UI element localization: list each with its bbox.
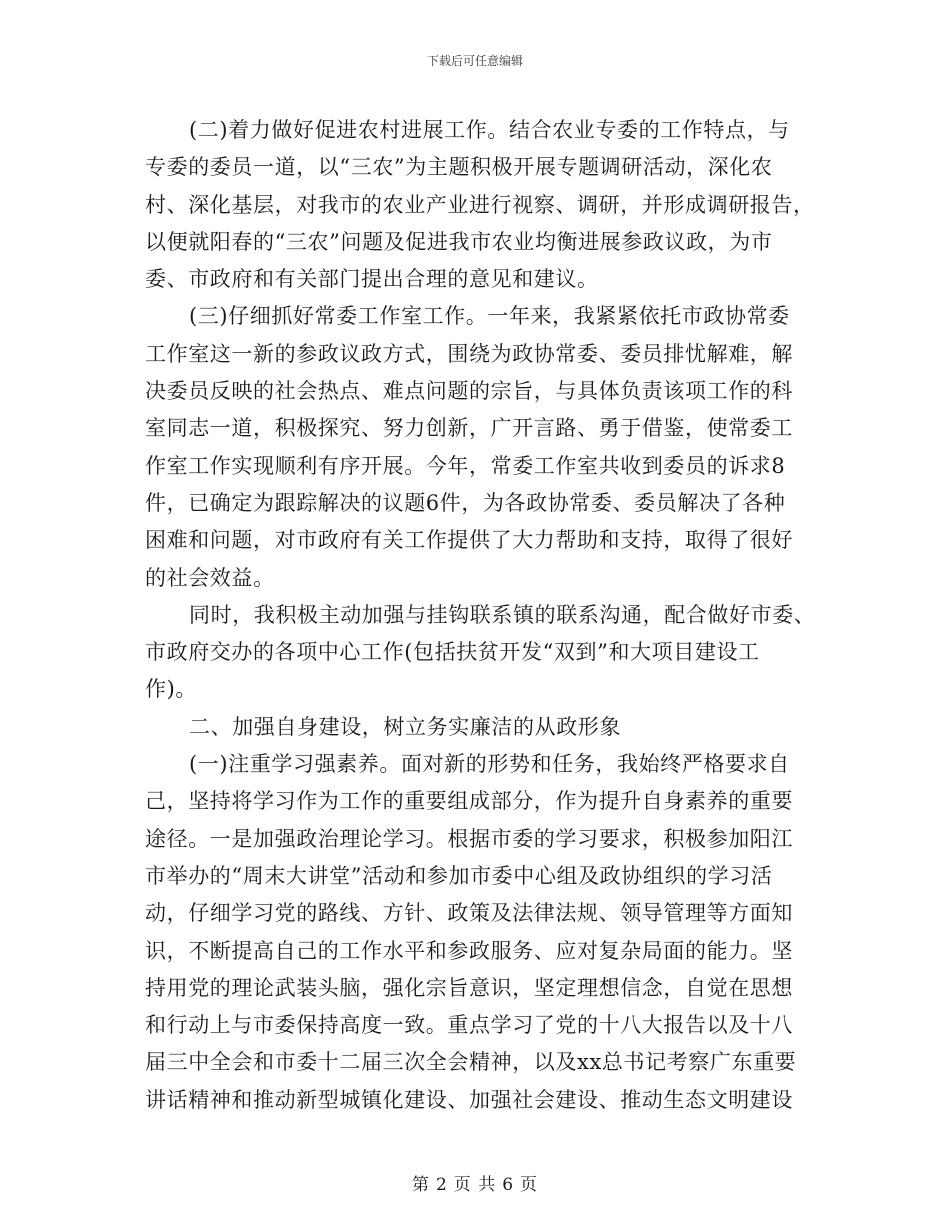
text-line: 决委员反映的社会热点、难点问题的宗旨，与具体负责该项工作的科 (145, 379, 793, 404)
text-line: 村、深化基层，对我市的农业产业进行视察、调研，并形成调研报告， (145, 192, 815, 217)
text-line: 专委的委员一道，以“三农”为主题积极开展专题调研活动，深化农 (145, 155, 773, 180)
text-line: 室同志一道，积极探究、努力创新，广开言路、勇于借鉴，使常委工 (145, 416, 793, 441)
text-line: 委、市政府和有关部门提出合理的意见和建议。 (145, 267, 599, 292)
text-line: 途径。一是加强政治理论学习。根据市委的学习要求，积极参加阳江 (145, 826, 793, 851)
text-line: (三)仔细抓好常委工作室工作。一年来，我紧紧依托市政协常委 (189, 304, 790, 329)
text-line: 作室工作实现顺利有序开展。今年，常委工作室共收到委员的诉求8 (145, 453, 786, 478)
text-line: (二)着力做好促进农村进展工作。结合农业专委的工作特点，与 (189, 118, 790, 142)
text-line: 工作室这一新的参政议政方式，围绕为政协常委、委员排忧解难，解 (145, 341, 793, 366)
text-line: 市举办的“周末大讲堂”活动和参加市委中心组及政协组织的学习活 (145, 863, 773, 888)
page-header: 下载后可任意编辑 (426, 54, 523, 68)
footer-total-pages: 6 (502, 1175, 515, 1195)
footer-current-page: 2 (435, 1175, 448, 1195)
text-line: 动，仔细学习党的路线、方针、政策及法律法规、领导管理等方面知 (145, 901, 793, 926)
page-footer (0, 1170, 950, 1195)
text-line: 市政府交办的各项中心工作(包括扶贫开发“双到”和大项目建设工 (145, 640, 760, 665)
text-line: 讲话精神和推动新型城镇化建设、加强社会建设、推动生态文明建设 (145, 1087, 793, 1112)
footer-suffix: 页 (520, 1175, 539, 1195)
text-line: 困难和问题，对市政府有关工作提供了大力帮助和支持，取得了很好 (145, 528, 793, 553)
text-line: 届三中全会和市委十二届三次全会精神，以及xx总书记考察广东重要 (145, 1050, 797, 1075)
text-line: (一)注重学习强素养。面对新的形势和任务，我始终严格要求自 (189, 752, 790, 777)
text-line: 件，已确定为跟踪解决的议题6件，为各政协常委、委员解决了各种 (145, 490, 786, 515)
text-line: 作)。 (145, 677, 197, 702)
text-line: 识，不断提高自己的工作水平和参政服务、应对复杂局面的能力。坚 (145, 938, 793, 963)
text-line: 己，坚持将学习作为工作的重要组成部分，作为提升自身素养的重要 (145, 789, 793, 814)
text-line: 的社会效益。 (145, 565, 275, 590)
text-line: 以便就阳春的“三农”问题及促进我市农业均衡进展参政议政，为市 (145, 229, 773, 254)
footer-prefix: 第 (411, 1175, 430, 1195)
text-line: 持用党的理论武装头脑，强化宗旨意识，坚定理想信念，自觉在思想 (145, 975, 793, 1000)
footer-middle: 页 共 (453, 1175, 497, 1195)
text-line: 和行动上与市委保持高度一致。重点学习了党的十八大报告以及十八 (145, 1013, 793, 1038)
text-line: 同时，我积极主动加强与挂钩联系镇的联系沟通，配合做好市委、 (189, 602, 816, 627)
document-body (145, 112, 816, 1119)
section-heading: 二、加强自身建设，树立务实廉洁的从政形象 (189, 714, 621, 739)
